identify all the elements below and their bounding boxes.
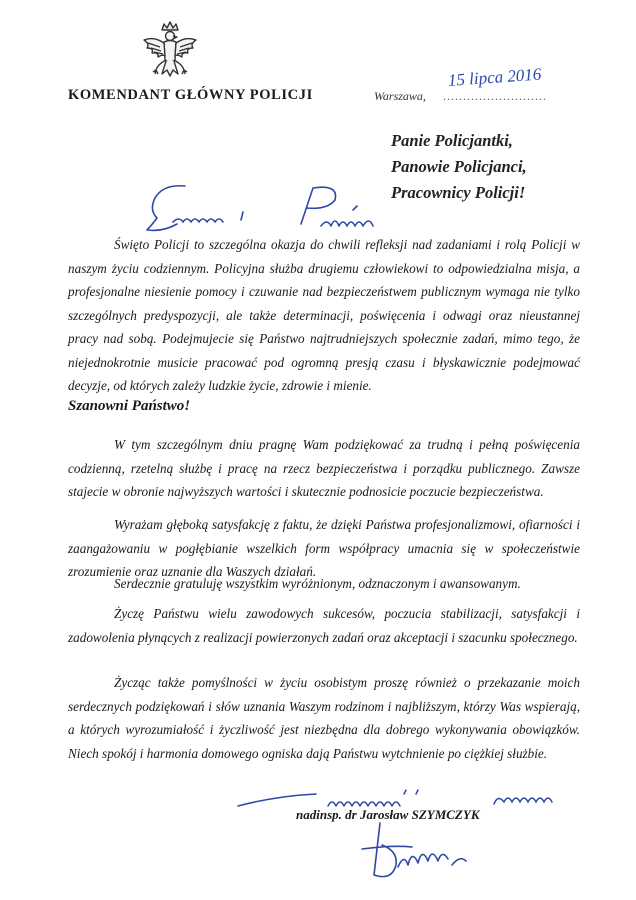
white-eagle-emblem-icon	[140, 20, 200, 90]
signature-image	[352, 815, 492, 885]
place-label: Warszawa,	[374, 89, 426, 103]
handwritten-date: 15 lipca 2016	[447, 64, 542, 90]
signatory-name: nadinsp. dr Jarosław SZYMCZYK	[296, 807, 480, 822]
body-paragraph-5: Życzę Państwu wielu zawodowych sukcesów, poczucia stabilizacji, satysfakcji i zadowolenia płynących z realizacji powierzonych zadań oraz akceptacji i szacunku społecznego.	[68, 606, 580, 645]
body-paragraph-3: Wyrażam głęboką satysfakcję z faktu, że dzięki Państwa profesjonalizmowi, ofiarności i zaangażowaniu w pogłębianie wszelkich form współpracy umacnia się w społeczeństwie zrozumienie oraz uznanie dla Waszych działań.	[68, 517, 580, 579]
body-paragraph-1: Święto Policji to szczególna okazja do chwili refleksji nad zadaniami i rolą Policji w naszym życiu codziennym. Policyjna służba drugiemu człowiekowi to odpowiedzialna misja, a profesjonalne niesienie pomocy i czuwanie nad bezpieczeństwem publicznym wymaga nie tylko szczególnych predyspozycji, ale także determinacji, poświęcenia i odwagi oraz nieustannej pracy nad sobą. Podejmujecie się Państwo najtrudniejszych społecznie zadań, mimo tego, że niejednokrotnie musicie pracować pod ogromną presją czasu i błyskawicznie podejmować decyzje, od których zależy ludzkie życie, zdrowie i mienie.	[68, 237, 580, 393]
date-dotted-line: ..........................	[443, 89, 547, 103]
addressee-line-1: Panie Policjantki,	[391, 131, 513, 150]
sender-title: KOMENDANT GŁÓWNY POLICJI	[68, 87, 313, 103]
salutation-heading: Szanowni Państwo!	[68, 398, 191, 414]
body-paragraph-6: Życząc także pomyślności w życiu osobistym proszę również o przekazanie moich serdecznych podziękowań i słów uznania Waszym rodzinom i najbliższym, którzy Was wspierają, a których wyrozumiałość i życzliwość jest niezbędna dla dobrego wykonywania obowiązków. Niech spokój i harmonia domowego ogniska dają Państwu wytchnienie po ciężkiej służbie.	[68, 675, 580, 761]
addressee-line-3: Pracownicy Policji!	[391, 183, 526, 202]
body-paragraph-2: W tym szczególnym dniu pragnę Wam podziękować za trudną i pełną poświęcenia codzienną, rzetelną służbę i pracę na rzecz bezpieczeństwa i porządku publicznego. Zawsze stajecie w obronie najwyższych wartości i skutecznie podnosicie poczucie bezpieczeństwa.	[68, 437, 580, 499]
body-paragraph-4: Serdecznie gratuluję wszystkim wyróżnionym, odznaczonym i awansowanym.	[114, 576, 521, 591]
addressee-line-2: Panowie Policjanci,	[391, 157, 527, 176]
